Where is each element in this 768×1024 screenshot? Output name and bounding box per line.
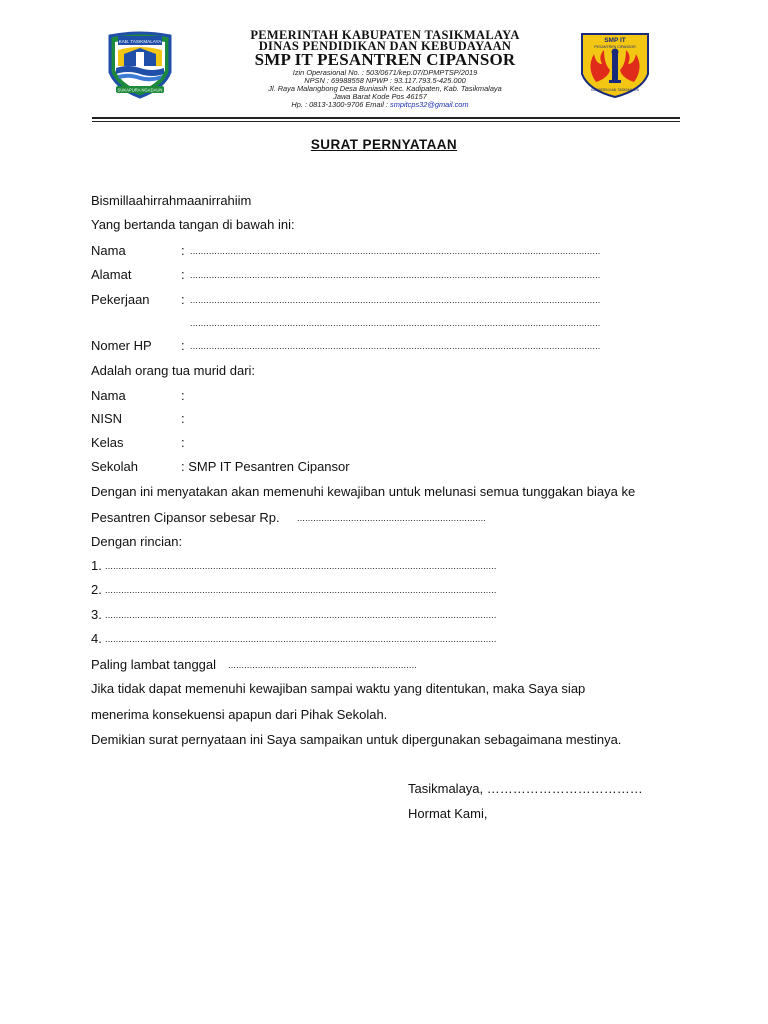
signer-occupation-dots-2: ........................................................................................................................................................ — [190, 318, 601, 328]
parent-of-line: Adalah orang tua murid dari: — [91, 363, 256, 378]
signer-address-dots: ........................................................................................................................................................ — [190, 270, 601, 280]
letterhead-address: Jl. Raya Malangbong Desa Buniasih Kec. Kadipaten, Kab. Tasikmalaya — [268, 84, 502, 93]
svg-text:PESANTREN CIPANSOR: PESANTREN CIPANSOR — [594, 45, 636, 49]
detail-dots-3: ................................................................................................................................................. — [105, 610, 497, 620]
detail-dots-4: ................................................................................................................................................. — [105, 634, 497, 644]
detail-number-1: 1. — [91, 558, 102, 573]
statement-line-1: Dengan ini menyatakan akan memenuhi kewajiban untuk melunasi semua tunggakan biaya ke — [91, 484, 636, 499]
signer-address-colon: : — [181, 267, 185, 282]
svg-text:SMP IT: SMP IT — [604, 37, 626, 44]
letterhead-school-name: SMP IT PESANTREN CIPANSOR — [254, 50, 516, 69]
signer-phone-colon: : — [181, 338, 185, 353]
closing-line: Demikian surat pernyataan ini Saya sampaikan untuk dipergunakan sebagaimana mestinya. — [91, 732, 622, 747]
detail-number-3: 3. — [91, 607, 102, 622]
letterhead-permit: Izin Operasional No. : 503/0671/kep.07/DPMPTSP/2019 — [292, 68, 478, 77]
student-nisn-colon: : — [181, 411, 185, 426]
smp-it-pesantren-cipansor-logo — [578, 30, 652, 100]
place-date: Tasikmalaya, ……………………………… — [408, 781, 643, 796]
signer-occupation-dots: ........................................................................................................................................................ — [190, 295, 601, 305]
detail-number-2: 2. — [91, 582, 102, 597]
signer-name-label: Nama — [91, 243, 126, 258]
svg-text:KAB. TASIKMALAYA: KAB. TASIKMALAYA — [118, 39, 162, 44]
detail-number-4: 4. — [91, 631, 102, 646]
signer-occupation-colon: : — [181, 292, 185, 307]
student-name-colon: : — [181, 388, 185, 403]
svg-text:SUKAPURA NGADAUN: SUKAPURA NGADAUN — [117, 87, 163, 93]
detail-dots-1: ................................................................................................................................................. — [105, 561, 497, 571]
statement-line-2: Pesantren Cipansor sebesar Rp. — [91, 510, 280, 525]
letterhead-divider-thin — [92, 121, 680, 122]
signer-occupation-label: Pekerjaan — [91, 292, 150, 307]
letterhead-phone: Hp. : 0813-1300-9706 Email : — [291, 100, 391, 109]
student-school-label: Sekolah — [91, 459, 138, 474]
student-class-label: Kelas — [91, 435, 124, 450]
letterhead-contact — [185, 100, 575, 109]
letterhead-divider-thick — [92, 117, 680, 119]
student-class-colon: : — [181, 435, 185, 450]
letterhead-government: PEMERINTAH KABUPATEN TASIKMALAYA — [250, 28, 520, 42]
letterhead-department: DINAS PENDIDIKAN DAN KEBUDAYAAN — [258, 39, 512, 53]
letterhead-province: Jawa Barat Kode Pos 46157 — [333, 92, 427, 101]
details-label: Dengan rincian: — [91, 534, 183, 549]
amount-dots: ...................................................................... — [297, 513, 487, 523]
consequence-line-1: Jika tidak dapat memenuhi kewajiban sampai waktu yang ditentukan, maka Saya siap — [91, 681, 586, 696]
student-school-value: : SMP IT Pesantren Cipansor — [181, 459, 350, 474]
signer-name-colon: : — [181, 243, 185, 258]
opening-line: Bismillaahirrahmaanirrahiim — [91, 193, 252, 208]
deadline-label: Paling lambat tanggal — [91, 657, 217, 672]
signer-address-label: Alamat — [91, 267, 132, 282]
detail-dots-2: ................................................................................................................................................. — [105, 585, 497, 595]
deadline-dots: ...................................................................... — [228, 660, 418, 670]
student-name-label: Nama — [91, 388, 126, 403]
signer-phone-label: Nomer HP — [91, 338, 152, 353]
letterhead-email: smpitcps32@gmail.com — [390, 100, 469, 109]
intro-line: Yang bertanda tangan di bawah ini: — [91, 217, 295, 232]
kabupaten-tasikmalaya-logo — [104, 30, 176, 100]
letterhead-npsn: NPSN : 69988558 NPWP : 93.117.793.5-425.000 — [304, 76, 466, 85]
svg-text:KADIPATEN KAB. TASIKMALAYA: KADIPATEN KAB. TASIKMALAYA — [591, 88, 639, 92]
document-title: SURAT PERNYATAAN — [310, 137, 458, 152]
regards: Hormat Kami, — [408, 806, 488, 821]
signer-phone-dots: ........................................................................................................................................................ — [190, 341, 601, 351]
consequence-line-2: menerima konsekuensi apapun dari Pihak Sekolah. — [91, 707, 388, 722]
student-nisn-label: NISN — [91, 411, 123, 426]
signer-name-dots: ........................................................................................................................................................ — [190, 246, 601, 256]
